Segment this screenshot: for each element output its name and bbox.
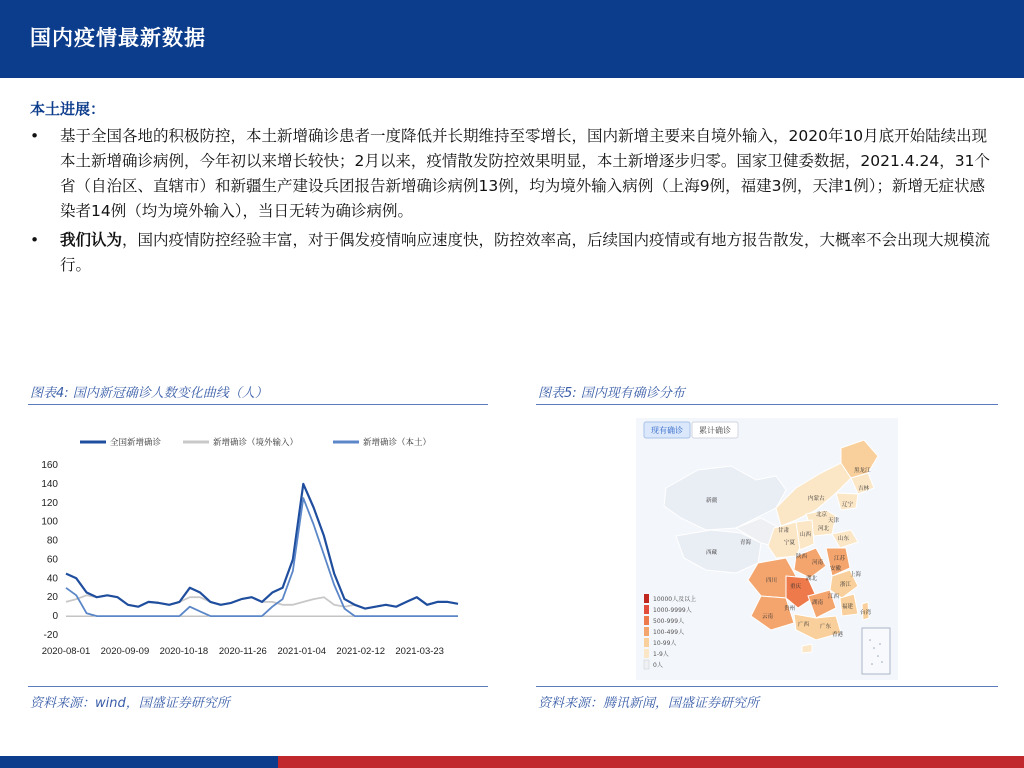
bullet-emphasis: 我们认为 xyxy=(60,231,123,249)
legend-label: 新增确诊（境外输入） xyxy=(213,438,299,448)
legend-swatch xyxy=(644,594,649,603)
figure5-source: 资料来源：腾讯新闻，国盛证券研究所 xyxy=(538,696,760,711)
province-label: 陕西 xyxy=(796,554,808,560)
y-tick-label: 20 xyxy=(46,592,58,604)
legend-swatch xyxy=(644,605,649,614)
bullet-item-1 xyxy=(30,124,1000,224)
legend-label: 10000人及以上 xyxy=(653,596,697,603)
x-tick-label: 2020-09-09 xyxy=(100,646,150,657)
province-label: 宁夏 xyxy=(784,540,796,546)
province-label: 四川 xyxy=(766,578,778,584)
footer-stripe-red xyxy=(278,756,1024,768)
legend-label: 1-9人 xyxy=(653,651,669,658)
x-tick-label: 2021-02-12 xyxy=(336,646,386,657)
figure5-caption: 图表5: 国内现有确诊分布 xyxy=(538,386,685,401)
y-tick-label: -20 xyxy=(43,630,58,641)
legend-label: 0人 xyxy=(653,662,663,669)
figure4-source: 资料来源：wind，国盛证券研究所 xyxy=(30,696,230,711)
legend-label: 10-99人 xyxy=(653,640,677,647)
province-label: 香港 xyxy=(832,632,844,638)
y-tick-label: 160 xyxy=(41,460,58,471)
province-label: 江西 xyxy=(828,594,840,600)
legend-swatch xyxy=(644,660,649,669)
bullet-marker: • xyxy=(30,127,40,145)
province-label: 山东 xyxy=(838,536,850,542)
province-label: 河南 xyxy=(812,560,824,566)
province-label: 黑龙江 xyxy=(854,468,871,474)
figure4-caption: 图表4: 国内新冠确诊人数变化曲线（人） xyxy=(30,386,268,401)
figure4-bottom-rule xyxy=(28,686,488,687)
figure5-top-rule xyxy=(536,404,998,405)
x-tick-label: 2021-03-23 xyxy=(395,646,444,657)
province-label: 台湾 xyxy=(860,610,872,616)
x-tick-label: 2021-01-04 xyxy=(277,646,327,657)
page-title: 国内疫情最新数据 xyxy=(30,26,206,50)
province-label: 广东 xyxy=(820,624,832,630)
x-tick-label: 2020-08-01 xyxy=(41,646,91,657)
legend-swatch xyxy=(644,627,649,636)
figure5-bottom-rule xyxy=(536,686,998,687)
y-tick-label: 60 xyxy=(46,554,58,566)
bullet-text: 基于全国各地的积极防控，本土新增确诊患者一度降低并长期维持至零增长，国内新增主要来自境外输入，2020年10月底开始陆续出现本土新增确诊病例，今年初以来增长较快；2月以来，疫情散发防控效果明显，本土新增逐步归零。国家卫健委数据，2021.4.24，31个省（自治区、直辖市）和新疆生产建设兵团报告新增确诊病例13例，均为境外输入病例（上海9例，福建3例，天津1例）；新增无症状感染者14例（均为境外输入），当日无转为确诊病例。 xyxy=(60,127,990,220)
province-label: 内蒙古 xyxy=(808,496,825,502)
y-tick-label: 100 xyxy=(41,516,58,528)
province-label: 甘肃 xyxy=(778,528,790,534)
y-tick-label: 80 xyxy=(46,535,58,547)
province-label: 浙江 xyxy=(840,582,852,588)
bullet-marker: • xyxy=(30,231,40,249)
tab-current-cases-label: 现有确诊 xyxy=(651,426,683,435)
tab-cumulative-cases-label: 累计确诊 xyxy=(699,426,731,435)
series-line-1 xyxy=(66,484,458,609)
section-heading: 本土进展： xyxy=(30,100,106,118)
province-label: 辽宁 xyxy=(842,502,854,508)
region-hainan xyxy=(802,644,812,653)
south-china-sea-inset xyxy=(862,628,890,674)
province-label: 新疆 xyxy=(706,498,718,504)
province-label: 云南 xyxy=(762,614,774,620)
y-tick-label: 120 xyxy=(41,497,58,509)
province-label: 天津 xyxy=(828,518,840,524)
province-label: 安徽 xyxy=(830,566,842,572)
bullet-text: ，国内疫情防控经验丰富，对于偶发疫情响应速度快，防控效率高，后续国内疫情或有地方报告散发，大概率不会出现大规模流行。 xyxy=(60,231,991,274)
figure4-top-rule xyxy=(28,404,488,405)
legend-label: 500-999人 xyxy=(653,618,685,625)
province-label: 上海 xyxy=(850,572,862,578)
legend-swatch xyxy=(644,616,649,625)
y-tick-label: 0 xyxy=(52,611,58,623)
province-label: 贵州 xyxy=(784,606,796,612)
province-label: 广西 xyxy=(798,622,810,628)
province-label: 河北 xyxy=(818,526,830,532)
legend-label: 新增确诊（本土） xyxy=(363,438,432,448)
legend-label: 100-499人 xyxy=(653,629,685,636)
y-tick-label: 40 xyxy=(46,573,58,585)
bullet-list xyxy=(30,124,1000,282)
figure4-line-chart xyxy=(28,420,488,670)
province-label: 福建 xyxy=(842,604,854,610)
legend-label: 全国新增确诊 xyxy=(110,438,162,448)
province-label: 吉林 xyxy=(858,486,870,492)
legend-swatch xyxy=(644,638,649,647)
series-line-3 xyxy=(66,498,458,616)
legend-swatch xyxy=(644,649,649,658)
province-label: 西藏 xyxy=(706,550,718,556)
province-label: 北京 xyxy=(816,512,828,518)
province-label: 重庆 xyxy=(790,584,802,590)
footer-stripe-blue xyxy=(0,756,278,768)
x-tick-label: 2020-10-18 xyxy=(159,646,209,657)
province-label: 湖南 xyxy=(812,600,824,606)
header-bar xyxy=(0,0,1024,78)
bullet-item-2 xyxy=(30,228,1000,278)
x-tick-label: 2020-11-26 xyxy=(218,646,267,657)
legend-label: 1000-9999人 xyxy=(653,607,692,614)
province-label: 山西 xyxy=(800,532,812,538)
province-label: 江苏 xyxy=(834,556,846,562)
china-cases-map xyxy=(636,418,898,680)
province-label: 湖北 xyxy=(806,576,818,582)
province-label: 青海 xyxy=(740,540,752,546)
y-tick-label: 140 xyxy=(41,478,58,490)
